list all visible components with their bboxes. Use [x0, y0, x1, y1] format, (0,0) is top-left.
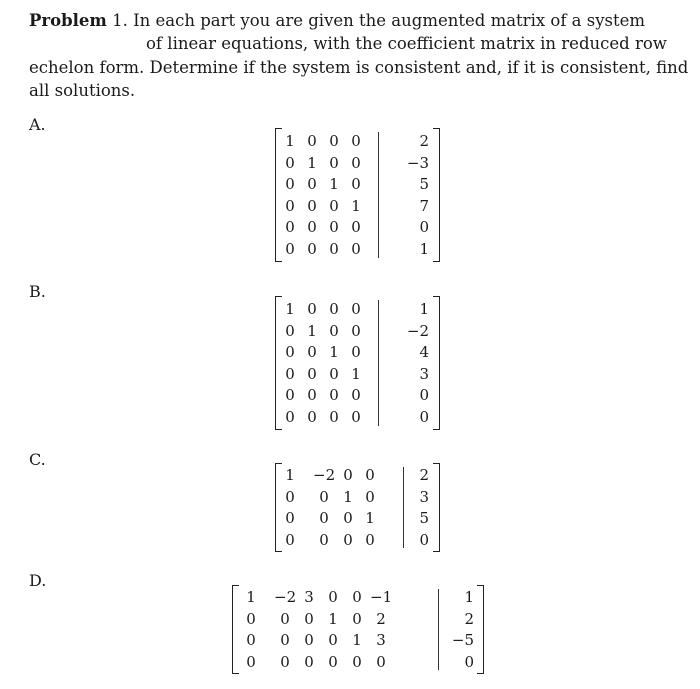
matrix-entry: 0	[351, 175, 361, 193]
matrix-entry: 1	[328, 609, 338, 628]
matrix-entry: 0	[351, 407, 361, 426]
matrix-entry: 2	[376, 609, 386, 628]
matrix-entry: 0	[319, 487, 329, 506]
matrix-entry: 0	[343, 509, 353, 527]
right-bracket	[433, 128, 440, 262]
matrix-entry: −1	[370, 588, 393, 606]
matrix-entry: 0	[365, 487, 375, 506]
matrix-entry: 0	[328, 631, 338, 649]
matrix-entry: 1	[285, 466, 295, 484]
matrix-entry: 0	[304, 631, 314, 649]
right-bracket	[433, 463, 440, 552]
matrix-entry: 0	[304, 609, 314, 628]
augment-divider	[438, 589, 439, 670]
matrix-entry: 0	[307, 407, 317, 426]
matrix-entry: 0	[319, 530, 329, 549]
matrix-entry: 0	[246, 609, 256, 628]
matrix-entry: 0	[307, 196, 317, 215]
matrix-entry: 0	[351, 132, 361, 150]
matrix-entry: 3	[304, 588, 314, 606]
matrix-entry: 0	[329, 218, 339, 236]
matrix-entry: 3	[376, 631, 386, 649]
matrix-entry: 1	[329, 175, 339, 193]
matrix-entry: 1	[351, 196, 361, 215]
part-b-label: B.	[29, 282, 46, 301]
augment-divider	[378, 300, 379, 426]
matrix-b	[275, 296, 440, 430]
matrix-entry: 0	[285, 196, 295, 215]
matrix-entry: −2	[274, 588, 297, 606]
matrix-entry: 0	[285, 364, 295, 383]
left-bracket	[232, 585, 239, 674]
matrix-entry: 0	[280, 631, 290, 649]
matrix-entry: 0	[351, 300, 361, 318]
matrix-entry: 0	[307, 343, 317, 361]
matrix-entry: 0	[307, 175, 317, 193]
matrix-entry: 0	[329, 300, 339, 318]
matrix-entry: 0	[329, 196, 339, 215]
part-a-label: A.	[29, 115, 46, 134]
matrix-entry: 1	[246, 588, 256, 606]
matrix-entry: 1	[285, 132, 295, 150]
matrix-entry: 1	[307, 321, 317, 340]
matrix-entry: 0	[329, 364, 339, 383]
augmented-entry: 0	[419, 218, 429, 236]
matrix-entry: 0	[351, 218, 361, 236]
matrix-entry: 1	[351, 364, 361, 383]
matrix-c	[275, 463, 440, 552]
augmented-entry: 2	[419, 466, 429, 484]
matrix-entry: 0	[285, 153, 295, 172]
problem-line-2: of linear equations, with the coefficient matrix in reduced row	[146, 34, 667, 53]
augmented-entry: 0	[419, 530, 429, 549]
augmented-entry: 1	[419, 239, 429, 258]
right-bracket	[477, 585, 484, 674]
matrix-d	[232, 585, 484, 674]
matrix-entry: 1	[365, 509, 375, 527]
matrix-entry: 0	[285, 487, 295, 506]
matrix-entry: 1	[307, 153, 317, 172]
augment-divider	[378, 132, 379, 258]
augmented-entry: 0	[464, 652, 474, 671]
matrix-entry: 0	[285, 509, 295, 527]
problem-line-1	[29, 9, 669, 32]
matrix-entry: 0	[307, 132, 317, 150]
augmented-entry: −2	[406, 321, 429, 340]
augmented-entry: 2	[464, 609, 474, 628]
augmented-entry: 2	[419, 132, 429, 150]
part-d-label: D.	[29, 571, 47, 590]
matrix-entry: 0	[304, 652, 314, 671]
matrix-entry: 0	[329, 132, 339, 150]
augmented-entry: 0	[419, 386, 429, 404]
augmented-entry: 5	[419, 175, 429, 193]
matrix-entry: 0	[285, 343, 295, 361]
matrix-entry: 0	[285, 175, 295, 193]
matrix-entry: 0	[285, 530, 295, 549]
matrix-entry: 0	[285, 321, 295, 340]
matrix-entry: 0	[351, 153, 361, 172]
matrix-entry: 0	[329, 321, 339, 340]
augment-divider	[403, 467, 404, 548]
matrix-a	[275, 128, 440, 262]
matrix-entry: 0	[329, 153, 339, 172]
augmented-entry: −3	[406, 153, 429, 172]
augmented-entry: 0	[419, 407, 429, 426]
matrix-entry: 0	[352, 652, 362, 671]
augmented-entry: 1	[464, 588, 474, 606]
augmented-entry: 5	[419, 509, 429, 527]
part-c-label: C.	[29, 450, 46, 469]
matrix-entry: 0	[376, 652, 386, 671]
matrix-entry: 0	[329, 386, 339, 404]
matrix-entry: 0	[246, 652, 256, 671]
augmented-entry: −5	[451, 631, 474, 649]
augmented-entry: 3	[419, 487, 429, 506]
augmented-entry: 7	[419, 196, 429, 215]
matrix-entry: 0	[319, 509, 329, 527]
matrix-entry: 1	[352, 631, 362, 649]
matrix-entry: −2	[313, 466, 336, 484]
matrix-entry: 0	[351, 239, 361, 258]
matrix-entry: 0	[285, 407, 295, 426]
matrix-entry: 0	[365, 466, 375, 484]
augmented-entry: 1	[419, 300, 429, 318]
matrix-entry: 0	[307, 364, 317, 383]
matrix-entry: 0	[285, 218, 295, 236]
matrix-entry: 0	[343, 530, 353, 549]
matrix-entry: 0	[329, 407, 339, 426]
right-bracket	[433, 296, 440, 430]
matrix-entry: 0	[343, 466, 353, 484]
problem-line-4: all solutions.	[29, 81, 136, 100]
matrix-entry: 1	[329, 343, 339, 361]
matrix-entry: 0	[328, 652, 338, 671]
matrix-entry: 1	[285, 300, 295, 318]
matrix-entry: 0	[352, 609, 362, 628]
problem-title: Problem	[29, 11, 107, 30]
matrix-entry: 0	[365, 530, 375, 549]
problem-number: 1	[112, 11, 123, 30]
matrix-entry: 0	[285, 239, 295, 258]
matrix-entry: 0	[328, 588, 338, 606]
matrix-entry: 0	[351, 386, 361, 404]
matrix-entry: 0	[351, 343, 361, 361]
matrix-entry: 0	[329, 239, 339, 258]
matrix-entry: 1	[343, 487, 353, 506]
matrix-entry: 0	[307, 239, 317, 258]
problem-line-3: echelon form. Determine if the system is consistent and, if it is consistent, find	[29, 58, 689, 77]
matrix-entry: 0	[307, 300, 317, 318]
matrix-entry: 0	[246, 631, 256, 649]
matrix-entry: 0	[280, 652, 290, 671]
matrix-entry: 0	[351, 321, 361, 340]
matrix-entry: 0	[307, 218, 317, 236]
matrix-entry: 0	[307, 386, 317, 404]
problem-text-1: . In each part you are given the augmented matrix of a system	[122, 11, 646, 30]
matrix-entry: 0	[285, 386, 295, 404]
augmented-entry: 4	[419, 343, 429, 361]
matrix-entry: 0	[280, 609, 290, 628]
matrix-entry: 0	[352, 588, 362, 606]
augmented-entry: 3	[419, 364, 429, 383]
